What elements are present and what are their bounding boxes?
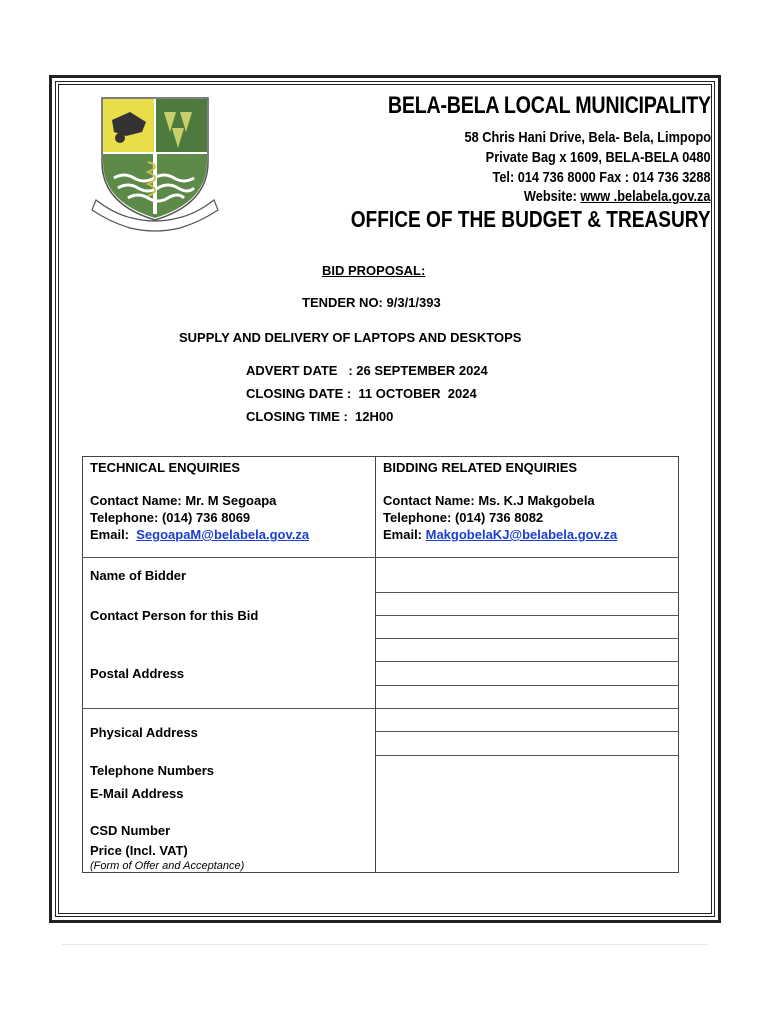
table-column-divider [375, 456, 376, 873]
contact-line: Tel: 014 736 8000 Fax : 014 736 3288 [492, 169, 711, 186]
csd-number-label: CSD Number [90, 823, 171, 838]
table-divider [375, 592, 679, 593]
postal-address-label: Postal Address [90, 666, 185, 681]
bidding-email-row [383, 527, 617, 542]
contact-person-label: Contact Person for this Bid [90, 608, 259, 623]
technical-enquiries-heading: TECHNICAL ENQUIRIES [90, 460, 240, 475]
advert-date: ADVERT DATE : 26 SEPTEMBER 2024 [246, 363, 488, 378]
table-divider [82, 708, 679, 709]
closing-date: CLOSING DATE : 11 OCTOBER 2024 [246, 386, 477, 401]
table-divider [375, 755, 679, 756]
name-of-bidder-label: Name of Bidder [90, 568, 187, 583]
website-label: Website: [524, 188, 581, 205]
tender-number: TENDER NO: 9/3/1/393 [302, 295, 441, 310]
bidding-telephone: Telephone: (014) 736 8082 [383, 510, 544, 525]
closing-time: CLOSING TIME : 12H00 [246, 409, 394, 424]
bidding-contact-name: Contact Name: Ms. K.J Makgobela [383, 493, 595, 508]
address-line-2: Private Bag x 1609, BELA-BELA 0480 [486, 149, 711, 166]
technical-email-row [90, 527, 309, 542]
technical-email-label: Email: [90, 527, 137, 542]
telephone-numbers-label: Telephone Numbers [90, 763, 215, 778]
tender-description: SUPPLY AND DELIVERY OF LAPTOPS AND DESKTOPS [179, 330, 522, 345]
technical-telephone: Telephone: (014) 736 8069 [90, 510, 251, 525]
website-line [524, 188, 711, 205]
price-note: (Form of Offer and Acceptance) [90, 860, 245, 872]
table-divider [375, 638, 679, 639]
price-label: Price (Incl. VAT) [90, 843, 188, 858]
bidding-email-label: Email: [383, 527, 426, 542]
technical-contact-name: Contact Name: Mr. M Segoapa [90, 493, 277, 508]
office-title: OFFICE OF THE BUDGET & TREASURY [351, 206, 711, 232]
address-line-1: 58 Chris Hani Drive, Bela- Bela, Limpopo [464, 129, 711, 146]
physical-address-label: Physical Address [90, 725, 198, 740]
table-divider [82, 557, 679, 558]
bidding-email-link[interactable]: MakgobelaKJ@belabela.gov.za [425, 527, 618, 542]
municipality-title: BELA-BELA LOCAL MUNICIPALITY [388, 92, 711, 119]
table-divider [375, 731, 679, 732]
bidding-enquiries-heading: BIDDING RELATED ENQUIRIES [383, 460, 578, 475]
municipal-crest-icon [90, 92, 220, 240]
table-divider [375, 685, 679, 686]
email-address-label: E-Mail Address [90, 786, 184, 801]
technical-email-link[interactable]: SegoapaM@belabela.gov.za [136, 527, 310, 542]
table-divider [375, 615, 679, 616]
website-link[interactable]: www .belabela.gov.za [580, 188, 711, 205]
bid-proposal-heading: BID PROPOSAL: [322, 263, 426, 278]
page-divider [62, 944, 707, 945]
table-divider [375, 661, 679, 662]
